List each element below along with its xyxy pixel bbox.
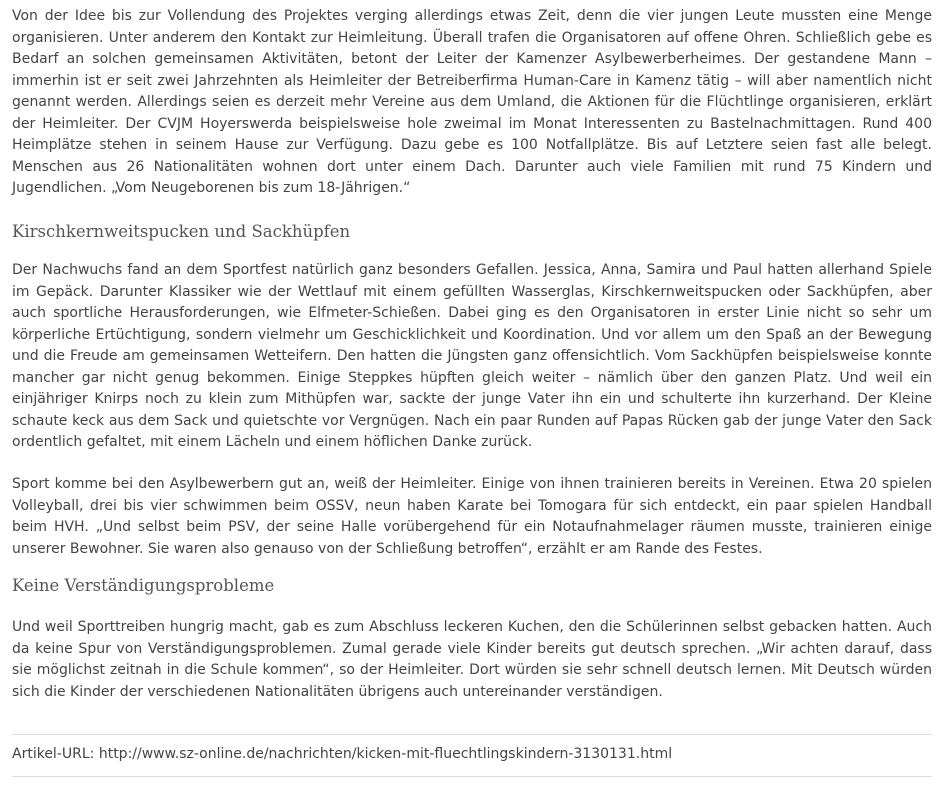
divider-top	[12, 734, 932, 735]
section-heading: Keine Verständigungsprobleme	[12, 576, 275, 595]
article-paragraph: Sport komme bei den Asylbewerbern gut an, weiß der Heimleiter. Einige von ihnen trainieren bereits in Vereinen. Etwa 20 spielen Volleyball, drei bis vier schwimmen beim OSSV, neun haben Karate bei Tomogara für sich entdeckt, ein paar spielen Handball beim HVH. „Und selbst beim PSV, der seine Halle vorübergehend für ein Notaufnahmelager räumen musste, trainieren einige unserer Bewohner. Sie waren also genauso von der Schließung betroffen“, erzählt er am Rande des Festes.	[12, 476, 932, 557]
article-paragraph: Von der Idee bis zur Vollendung des Projektes verging allerdings etwas Zeit, denn die vier jungen Leute mussten eine Menge organisieren. Unter anderem den Kontakt zur Heimleitung. Überall trafen die Organisatoren auf offene Ohren. Schließlich gebe es Bedarf an solchen gemeinsamen Aktivitäten, betont der Leiter der Kamenzer Asylbewerberheimes. Der gestandene Mann – immerhin ist er seit zwei Jahrzehnten als Heimleiter der Betreiberfirma Human-Care in Kamenz tätig – will aber namentlich nicht genannt werden. Allerdings seien es derzeit mehr Vereine aus dem Umland, die Aktionen für die Flüchtlinge organisieren, erklärt der Heimleiter. Der CVJM Hoyerswerda beispielsweise hole zweimal im Monat Interessenten zu Bastelnachmittagen. Rund 400 Heimplätze stehen in seinem Hause zur Verfügung. Dazu gebe es 100 Notfallplätze. Bis auf Letztere seien fast alle belegt. Menschen aus 26 Nationalitäten wohnen dort unter einem Dach. Darunter auch viele Familien mit rund 75 Kindern und Jugendlichen. „Vom Neugeborenen bis zum 18-Jährigen.“	[12, 8, 932, 196]
article-url-value: http://www.sz-online.de/nachrichten/kicken-mit-fluechtlingskindern-3130131.html	[98, 746, 673, 762]
article-paragraph: Der Nachwuchs fand an dem Sportfest natürlich ganz besonders Gefallen. Jessica, Anna, Samira und Paul hatten allerhand Spiele im Gepäck. Darunter Klassiker wie der Wettlauf mit einem gefüllten Wasserglas, Kirschkernweitspucken oder Sackhüpfen, aber auch sportliche Herausforderungen, wie Elfmeter-Schießen. Dabei ging es den Organisatoren in erster Linie nicht so sehr um körperliche Ertüchtigung, sondern vielmehr um Geschicklichkeit und Koordination. Und vor allem um den Spaß an der Bewegung und die Freude am gemeinsamen Wetteifern. Den hatten die Jüngsten ganz offensichtlich. Vom Sackhüpfen beispielsweise konnte mancher gar nicht genug bekommen. Einige Steppkes hüpften gleich weiter – nämlich über den ganzen Platz. Und weil ein einjähriger Knirps noch zu klein zum Mithüpfen war, sackte der junge Vater ihn ein und schulterte ihn kurzerhand. Der Kleine schaute keck aus dem Sack und quietschte vor Vergnügen. Nach ein paar Runden auf Papas Rücken gab der junge Vater den Sack ordentlich gefaltet, mit einem Lächeln und einem höflichen Danke zurück.	[12, 262, 932, 450]
article-paragraph: Und weil Sporttreiben hungrig macht, gab es zum Abschluss leckeren Kuchen, den die Schülerinnen selbst gebacken hatten. Auch da keine Spur von Verständigungsproblemen. Zumal gerade viele Kinder bereits gut deutsch sprechen. „Wir achten darauf, dass sie möglichst zeitnah in die Schule kommen“, so der Heimleiter. Dort würden sie sehr schnell deutsch lernen. Mit Deutsch würden sich die Kinder der verschiedenen Nationalitäten übrigens auch untereinander verständigen.	[12, 619, 932, 700]
article-url-label: Artikel-URL:	[12, 746, 95, 762]
divider-bottom	[12, 776, 932, 777]
article-url-row	[12, 744, 672, 765]
section-heading: Kirschkernweitspucken und Sackhüpfen	[12, 222, 351, 241]
